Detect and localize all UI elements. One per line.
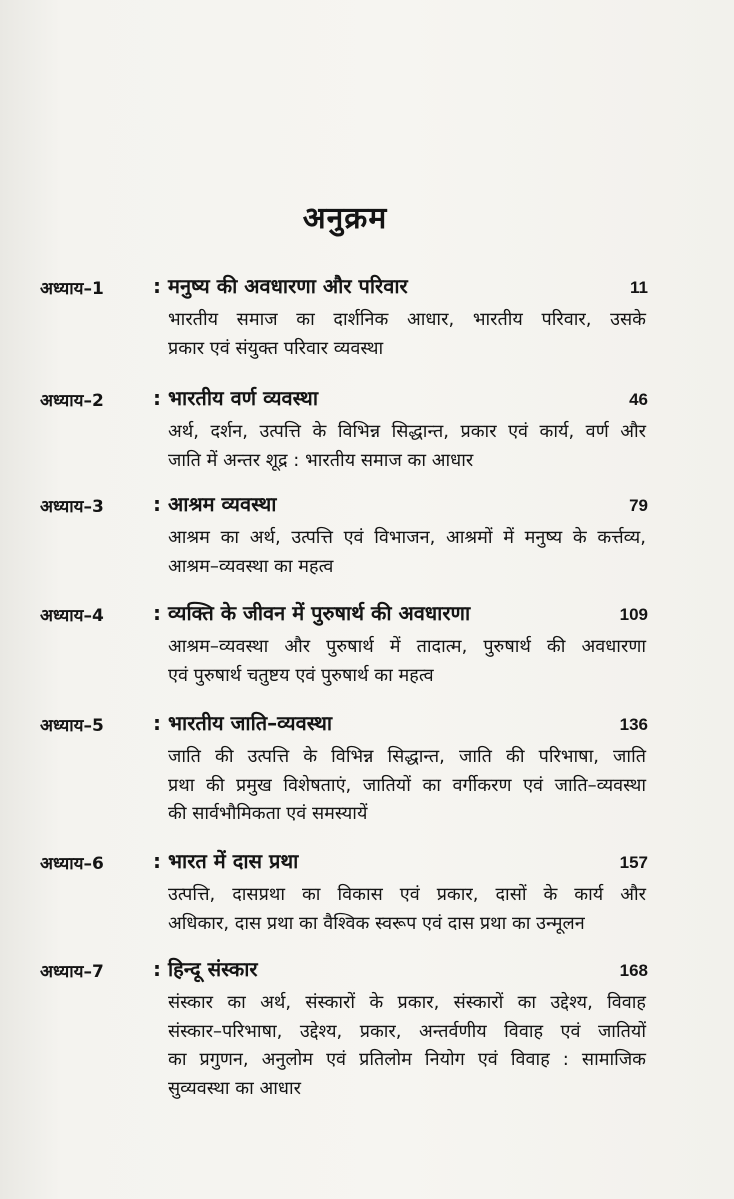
chapter-description (168, 418, 646, 475)
chapter-description (168, 743, 646, 829)
description-line: संस्कार–परिभाषा, उद्देश्य, प्रकार, अन्तर्वणीय विवाह एवं जातियों (168, 1020, 646, 1042)
chapter-number: अध्याय–7 (40, 962, 104, 982)
chapter-title: व्यक्ति के जीवन में पुरुषार्थ की अवधारणा (168, 601, 471, 625)
chapter-description (168, 989, 646, 1103)
description-line: जाति में अन्तर शूद्र : भारतीय समाज का आधार (168, 449, 474, 471)
description-line: संस्कार का अर्थ, संस्कारों के प्रकार, संस्कारों का उद्देश्य, विवाह (168, 992, 646, 1013)
chapter-title: भारतीय जाति–व्यवस्था (168, 711, 333, 735)
separator-colon: : (153, 711, 161, 735)
page-number: 79 (629, 496, 648, 515)
description-line: आश्रम–व्यवस्था और पुरुषार्थ में तादात्म, पुरुषार्थ की अवधारणा (168, 636, 646, 657)
chapter-description (168, 881, 646, 938)
chapter-title: भारत में दास प्रथा (168, 849, 299, 873)
chapter-description (168, 306, 646, 363)
chapter-number: अध्याय–6 (40, 854, 104, 874)
separator-colon: : (153, 386, 161, 410)
page-number: 46 (629, 390, 648, 409)
chapter-number: अध्याय–1 (40, 279, 104, 299)
description-line: अर्थ, दर्शन, उत्पत्ति के विभिन्न सिद्धान्त, प्रकार एवं कार्य, वर्ण और (168, 421, 646, 442)
page-title: अनुक्रम (302, 201, 388, 236)
separator-colon: : (153, 601, 161, 625)
chapter-title: मनुष्य की अवधारणा और परिवार (168, 274, 408, 298)
chapter-title: भारतीय वर्ण व्यवस्था (168, 386, 319, 410)
description-line: प्रथा की प्रमुख विशेषताएं, जातियों का वर्गीकरण एवं जाति–व्यवस्था (168, 774, 646, 796)
description-line: भारतीय समाज का दार्शनिक आधार, भारतीय परिवार, उसके (168, 309, 646, 330)
description-line: अधिकार, दास प्रथा का वैश्विक स्वरूप एवं दास प्रथा का उन्मूलन (168, 912, 585, 934)
separator-colon: : (153, 957, 161, 981)
description-line: आश्रम का अर्थ, उत्पत्ति एवं विभाजन, आश्रमों में मनुष्य के कर्त्तव्य, (168, 527, 646, 548)
description-line: सुव्यवस्था का आधार (168, 1077, 301, 1099)
description-line: उत्पत्ति, दासप्रथा का विकास एवं प्रकार, दासों के कार्य और (168, 884, 646, 905)
chapter-number: अध्याय–3 (40, 497, 104, 517)
page-number: 11 (630, 278, 648, 297)
chapter-description (168, 633, 646, 690)
separator-colon: : (153, 492, 161, 516)
description-line: की सार्वभौमिकता एवं समस्यायें (168, 803, 368, 824)
description-line: प्रकार एवं संयुक्त परिवार व्यवस्था (168, 337, 384, 359)
description-line: का प्रगुणन, अनुलोम एवं प्रतिलोम नियोग एवं विवाह : सामाजिक (168, 1049, 646, 1070)
separator-colon: : (153, 274, 161, 298)
chapter-title: आश्रम व्यवस्था (168, 492, 277, 516)
chapter-title: हिन्दू संस्कार (168, 957, 258, 981)
chapter-number: अध्याय–5 (40, 716, 104, 736)
description-line: आश्रम–व्यवस्था का महत्व (168, 555, 334, 577)
description-line: एवं पुरुषार्थ चतुष्टय एवं पुरुषार्थ का महत्व (168, 664, 434, 686)
separator-colon: : (153, 849, 161, 873)
page-number: 109 (619, 605, 648, 624)
page-number: 157 (619, 853, 648, 872)
chapter-number: अध्याय–4 (40, 606, 104, 626)
page-number: 168 (619, 961, 648, 980)
page-number: 136 (619, 715, 648, 734)
description-line: जाति की उत्पत्ति के विभिन्न सिद्धान्त, जाति की परिभाषा, जाति (168, 746, 646, 767)
chapter-number: अध्याय–2 (40, 391, 104, 411)
chapter-description (168, 524, 646, 581)
